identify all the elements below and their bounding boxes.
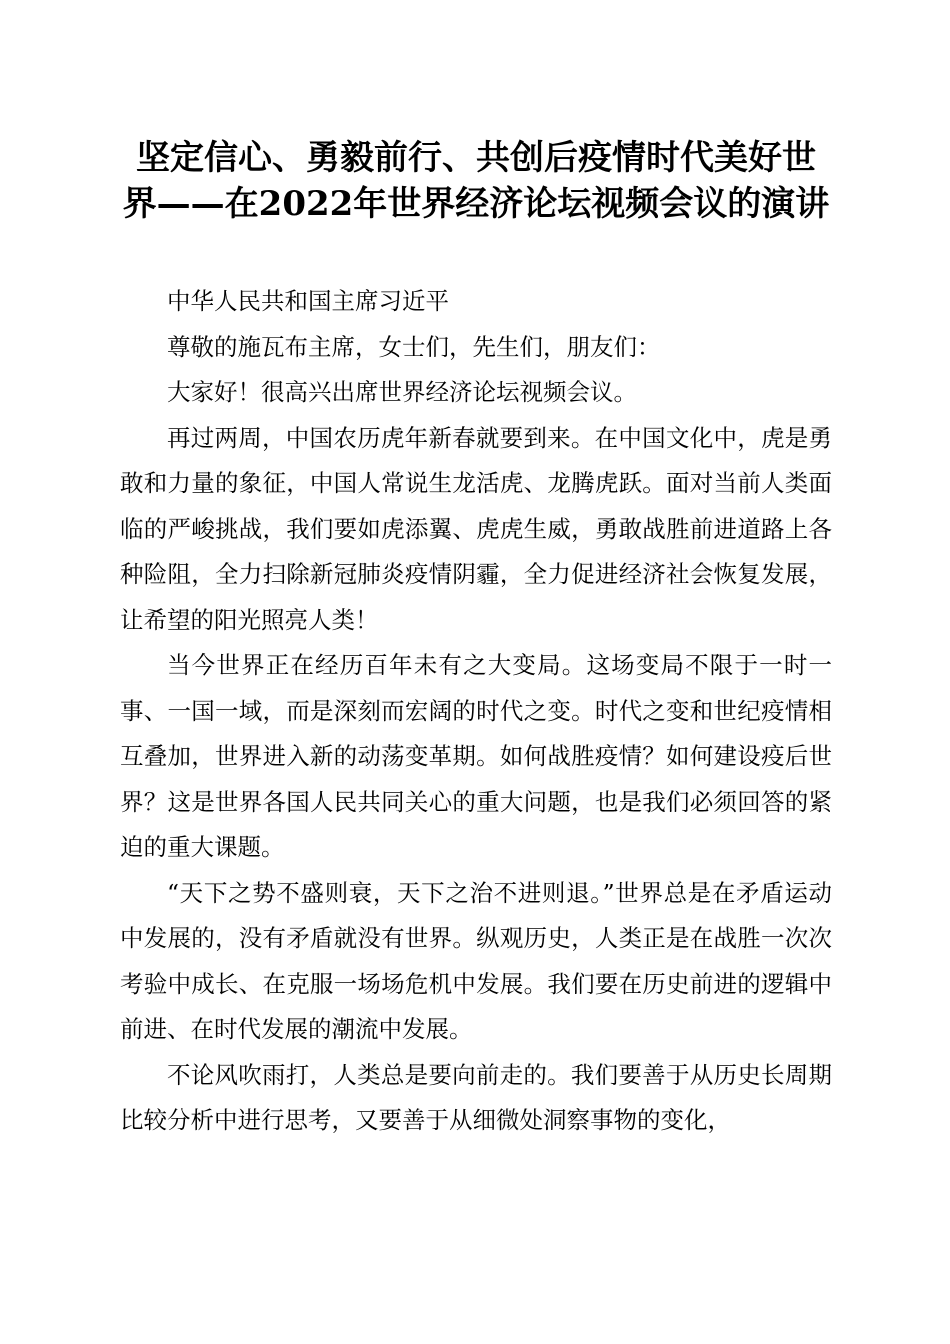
paragraph: 再过两周，中国农历虎年新春就要到来。在中国文化中，虎是勇敢和力量的象征，中国人常说生龙活虎、龙腾虎跃。面对当前人类面临的严峻挑战，我们要如虎添翼、虎虎生威，勇敢战胜前进道路上各种险阻，全力扫除新冠肺炎疫情阴霾，全力促进经济社会恢复发展，让希望的阳光照亮人类！ (120, 423, 832, 634)
paragraph: 当今世界正在经历百年未有之大变局。这场变局不限于一时一事、一国一域，而是深刻而宏阔的时代之变。时代之变和世纪疫情相互叠加，世界进入新的动荡变革期。如何战胜疫情？如何建设疫后世界？这是世界各国人民共同关心的重大问题，也是我们必须回答的紧迫的重大课题。 (120, 651, 832, 861)
document-body (120, 279, 832, 1144)
paragraph: 不论风吹雨打，人类总是要向前走的。我们要善于从历史长周期比较分析中进行思考，又要善于从细微处洞察事物的变化， (120, 1060, 832, 1134)
paragraph: “天下之势不盛则衰，天下之治不进则退。”世界总是在矛盾运动中发展的，没有矛盾就没有世界。纵观历史，人类正是在战胜一次次考验中成长、在克服一场场危机中发展。我们要在历史前进的逻辑中前进、在时代发展的潮流中发展。 (120, 878, 832, 1043)
document-page (120, 135, 832, 1144)
salutation: 尊敬的施瓦布主席，女士们，先生们，朋友们： (167, 332, 661, 361)
greeting: 大家好！很高兴出席世界经济论坛视频会议。 (167, 378, 637, 406)
document-title: 坚定信心、勇毅前行、共创后疫情时代美好世界——在2022年世界经济论坛视频会议的演讲 (122, 138, 830, 224)
speaker-line: 中华人民共和国主席习近平 (167, 287, 449, 315)
